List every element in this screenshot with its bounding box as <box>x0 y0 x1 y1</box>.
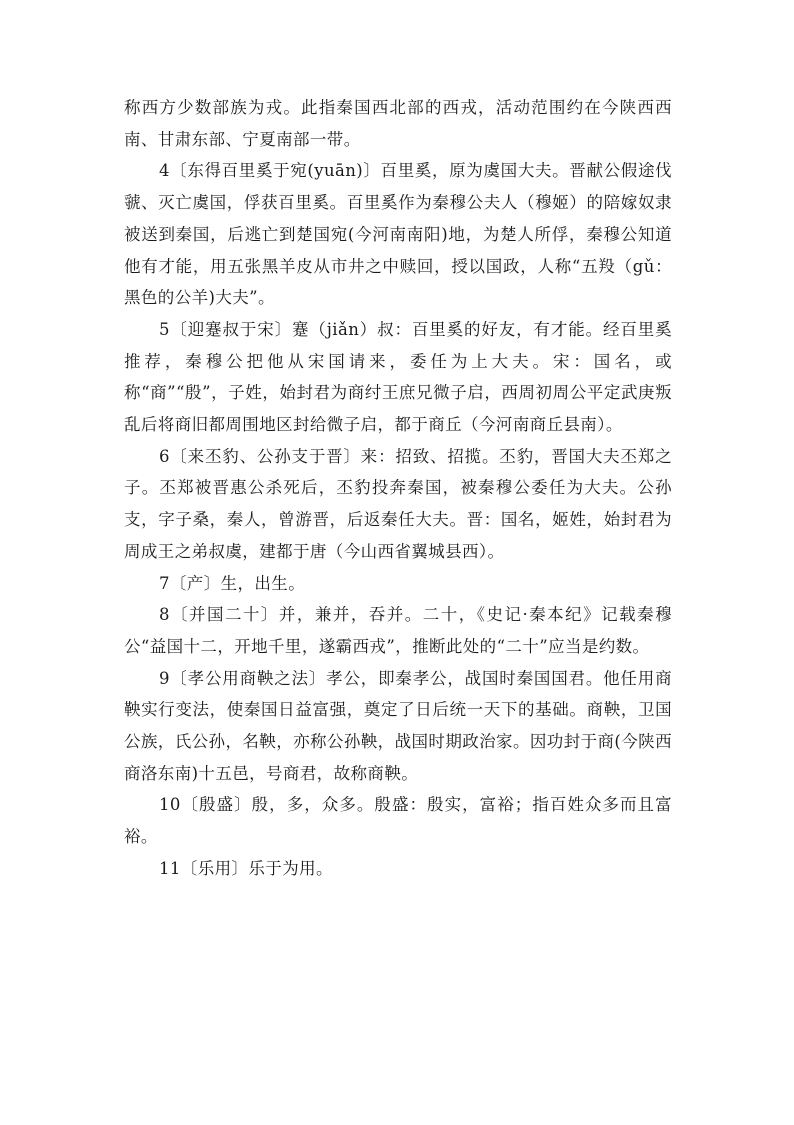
note-9: 9〔孝公用商鞅之法〕孝公，即秦孝公，战国时秦国国君。他任用商鞅实行变法，使秦国日益富强，奠定了日后统一天下的基础。商鞅，卫国公族，氏公孙，名鞅，亦称公孙鞅，战国时期政治家。因功封于商(今陕西商洛东南)十五邑，号商君，故称商鞅。 <box>124 668 672 783</box>
document-page <box>124 92 672 885</box>
note-8: 8〔并国二十〕并，兼并，吞并。二十，《史记·秦本纪》记载秦穆公“益国十二，开地千里，遂霸西戎”，推断此处的“二十”应当是约数。 <box>124 605 672 656</box>
paragraph-continuation: 称西方少数部族为戎。此指秦国西北部的西戎，活动范围约在今陕西西南、甘肃东部、宁夏南部一带。 <box>124 98 672 149</box>
note-6: 6〔来丕豹、公孙支于晋〕来：招致、招揽。丕豹，晋国大夫丕郑之子。丕郑被晋惠公杀死后，丕豹投奔秦国，被秦穆公委任为大夫。公孙支，字子桑，秦人，曾游晋，后返秦任大夫。晋：国名，姬姓，始封君为周成王之弟叔虞，建都于唐（今山西省翼城县西）。 <box>124 446 672 561</box>
note-10: 10〔殷盛〕殷，多，众多。殷盛：殷实，富裕；指百姓众多而且富裕。 <box>124 795 672 847</box>
note-4: 4〔东得百里奚于宛(yuān)〕百里奚，原为虞国大夫。晋献公假途伐虢、灭亡虞国，俘获百里奚。百里奚作为秦穆公夫人（穆姬）的陪嫁奴隶被送到秦国，后逃亡到楚国宛(今河南南阳)地，为楚人所俘，秦穆公知道他有才能，用五张黑羊皮从市井之中赎回，授以国政，人称“五羖（gǔ：黑色的公羊)大夫”。 <box>124 161 672 308</box>
note-7: 7〔产〕生，出生。 <box>159 573 306 593</box>
note-5: 5〔迎蹇叔于宋〕蹇（jiǎn）叔：百里奚的好友，有才能。经百里奚推荐，秦穆公把他从宋国请来，委任为上大夫。宋：国名，或称“商”“殷”，子姓，始封君为商纣王庶兄微子启，西周初周公平定武庚叛乱后将商旧都周围地区封给微子启，都于商丘（今河南商丘县南）。 <box>124 319 672 435</box>
note-11: 11〔乐用〕乐于为用。 <box>159 858 333 878</box>
